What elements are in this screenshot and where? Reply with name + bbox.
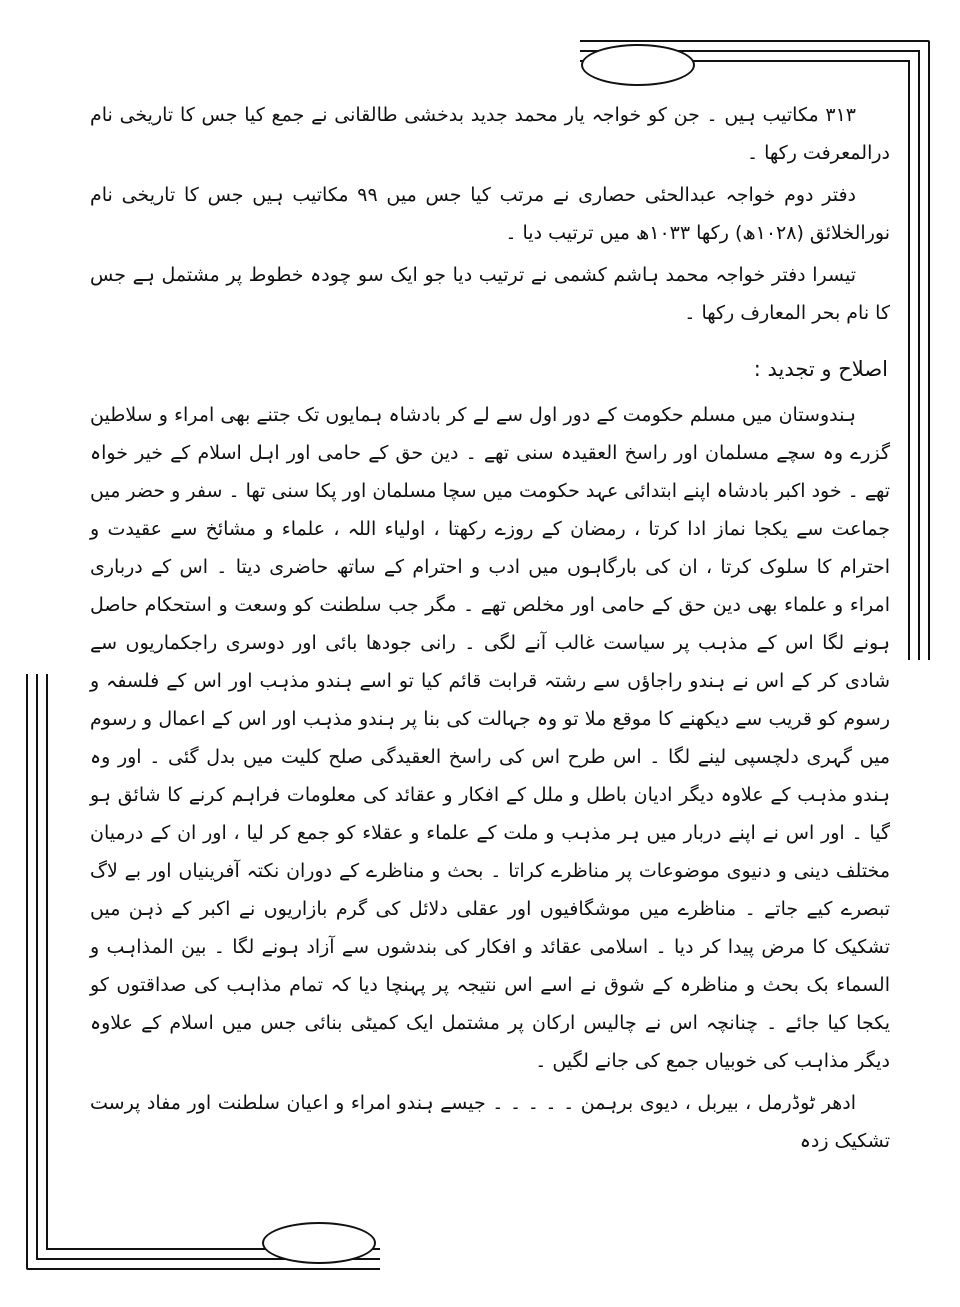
section-heading-islah-o-tajdeed: اصلاح و تجدید :	[753, 357, 888, 381]
page-text-body	[90, 96, 890, 1164]
ornament-oval-bottom	[262, 1222, 376, 1264]
ornament-oval-top	[581, 44, 695, 86]
paragraph-1: ۳۱۳ مکاتیب ہیں ۔ جن کو خواجہ یار محمد جدید بدخشی طالقانی نے جمع کیا جس کا تاریخی نام درالمعرفت رکھا ۔	[90, 104, 890, 164]
paragraph-2: دفتر دوم خواجہ عبدالحئی حصاری نے مرتب کیا جس میں ۹۹ مکاتیب ہیں جس کا تاریخی نام نورالخلائق (۱۰۲۸ھ) رکھا ۱۰۳۳ھ میں ترتیب دیا ۔	[90, 184, 890, 244]
paragraph-4: ہندوستان میں مسلم حکومت کے دور اول سے لے کر بادشاہ ہمایوں تک جتنے بھی امراء و سلاطین گزرے وہ سچے مسلمان اور راسخ العقیدہ سنی تھے ۔ دین حق کے حامی اور اہل اسلام کے خیر خواہ تھے ۔ خود اکبر بادشاہ اپنے ابتدائی عہد حکومت میں سچا مسلمان اور پکا سنی تھا ۔ سفر و حضر میں جماعت سے یکجا نماز ادا کرتا ، رمضان کے روزے رکھتا ، اولیاء اللہ ، علماء و مشائخ سے عقیدت و احترام کا سلوک کرتا ، ان کی بارگاہوں میں ادب و احترام کے ساتھ حاضری دیتا ۔ اس کے درباری امراء و علماء بھی دین حق کے حامی اور مخلص تھے ۔ مگر جب سلطنت کو وسعت و استحکام حاصل ہونے لگا اس کے مذہب پر سیاست غالب آنے لگی ۔ رانی جودھا بائی اور دوسری راجکماریوں سے شادی کر کے اس نے ہندو راجاؤں سے رشتہ قرابت قائم کیا تو اسے ہندو مذہب اور اس کے فلسفہ و رسوم کو قریب سے دیکھنے کا موقع ملا تو وہ جہالت کی بنا پر ہندو مذہب اور اس کے اعمال و رسوم میں گہری دلچسپی لینے لگا ۔ اس طرح اس کی راسخ العقیدگی صلح کلیت میں بدل گئی ۔ اور وہ ہندو مذہب کے علاوہ دیگر ادیان باطل و ملل کے افکار و عقائد کی معلومات فراہم کرنے کا شائق ہو گیا ۔ اور اس نے اپنے دربار میں ہر مذہب و ملت کے علماء و عقلاء کو جمع کر لیا ، اور ان کے درمیان مختلف دینی و دنیوی موضوعات پر مناظرے کراتا ۔ بحث و مناظرے کے دوران نکتہ آفرینیاں اور بے لاگ تبصرے کیے جاتے ۔ مناظرے میں موشگافیوں اور عقلی دلائل کی گرم بازاریوں نے اکبر کے ذہن میں تشکیک کا مرض پیدا کر دیا ۔ اسلامی عقائد و افکار کی بندشوں سے آزاد ہونے لگا ۔ بین المذاہب و السماء بک بحث و مناظرہ کے شوق نے اسے اس نتیجہ پر پہنچا دیا کہ تمام مذاہب کی صداقتوں کو یکجا کیا جائے ۔ چنانچہ اس نے چالیس ارکان پر مشتمل ایک کمیٹی بنائی جس میں اسلام کے علاوہ دیگر مذاہب کی خوبیاں جمع کی جانے لگیں ۔	[90, 404, 890, 1072]
paragraph-5: ادھر ٹوڈرمل ، بیربل ، دیوی برہمن ۔ ۔ ۔ ۔ ۔ جیسے ہندو امراء و اعیان سلطنت اور مفاد پرست تشکیک زدہ	[90, 1092, 890, 1152]
paragraph-3: تیسرا دفتر خواجہ محمد ہاشم کشمی نے ترتیب دیا جو ایک سو چودہ خطوط پر مشتمل ہے جس کا نام بحر المعارف رکھا ۔	[90, 264, 890, 324]
